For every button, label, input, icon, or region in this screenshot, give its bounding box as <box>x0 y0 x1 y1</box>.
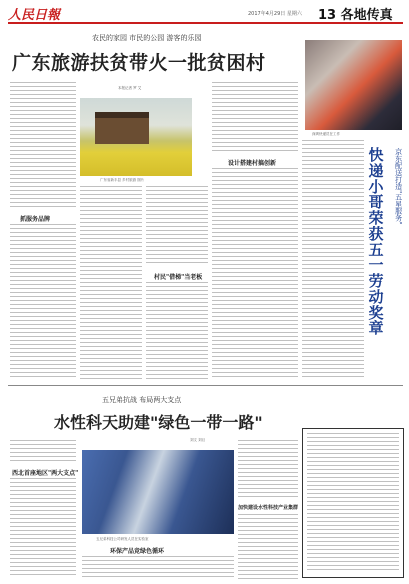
story1-headline: 广东旅游扶贫带火一批贫困村 <box>12 52 266 74</box>
story3-photo-caption: 五兄弟科技公司研发人员在实验室 <box>96 537 149 541</box>
story1-subhead-2: 村民"借梯"当老板 <box>154 274 203 281</box>
headline-char: 劳 <box>368 272 384 290</box>
story3-subhead-3: 加快建设水性科技产业集群 <box>238 505 299 511</box>
headline-char: 动 <box>368 287 384 306</box>
story2-kicker: 京东配送打造"五星服务" <box>394 148 403 225</box>
story1-text-col2 <box>80 186 142 380</box>
story1-subhead-1: 抓服务品牌 <box>20 216 51 223</box>
story2-text-col1 <box>302 140 364 380</box>
headline-char: 获 <box>368 224 384 243</box>
story2-headline-col <box>368 148 384 337</box>
headline-char: 五 <box>368 240 384 259</box>
story3-text-col3a <box>238 440 298 500</box>
story1-text-col4b <box>212 168 298 380</box>
story1-text-col1a <box>10 82 76 210</box>
story2-photo <box>305 40 402 130</box>
issue-date: 2017年4月29日 星期六 <box>248 11 302 17</box>
story3-text-col1a <box>10 440 76 464</box>
headline-char: 一 <box>368 256 384 275</box>
headline-char: 哥 <box>368 193 384 212</box>
story1-subhead-3: 设计搭建村搞创新 <box>228 160 277 167</box>
section-divider <box>8 385 403 386</box>
story3-text-col1b <box>10 478 76 578</box>
story3-subhead-1: 西北首座地区"两大支点" <box>12 470 79 477</box>
story3-subhead-2: 环保产品竞绿色循环 <box>110 548 165 555</box>
story2-photo-caption: 深圳快递员在工作 <box>312 132 340 136</box>
story1-text-col3a <box>146 186 208 266</box>
page-label: 13 各地传真 <box>318 8 393 23</box>
story3-headline: 水性科天助建"绿色一带一路" <box>54 413 263 432</box>
story1-text-col3b <box>146 282 208 380</box>
story1-text-col1b <box>10 224 76 380</box>
headline-char: 奖 <box>368 303 384 322</box>
headline-char: 章 <box>368 319 384 338</box>
story2-vertical-headline <box>368 148 404 383</box>
headline-char: 小 <box>368 177 384 196</box>
story1-photo-caption: 广东省新丰县 乡村旅游 图片 <box>100 178 145 182</box>
newspaper-logo: 人民日報 <box>8 8 61 23</box>
story3-text-col2 <box>82 556 234 580</box>
story3-text-col3b <box>238 514 298 580</box>
story1-photo-house <box>95 112 149 144</box>
headline-char: 快 <box>368 146 384 164</box>
story3-kicker: 五兄弟抗战 布局两大支点 <box>102 396 182 404</box>
story3-byline: 刘文 刘旦 <box>190 438 206 442</box>
story1-byline: 本报记者 罗 艾 <box>118 86 142 90</box>
headline-char: 递 <box>368 161 384 180</box>
story3-photo <box>82 450 234 534</box>
story1-text-col4a <box>212 82 298 154</box>
story1-kicker: 农民的家园 市民的公园 游客的乐园 <box>92 34 202 42</box>
sidebar-box <box>302 428 404 578</box>
masthead-rule <box>8 22 403 24</box>
story2-kicker-vertical <box>390 148 406 224</box>
sidebar-box-text <box>307 433 399 573</box>
headline-char: 荣 <box>368 209 384 227</box>
